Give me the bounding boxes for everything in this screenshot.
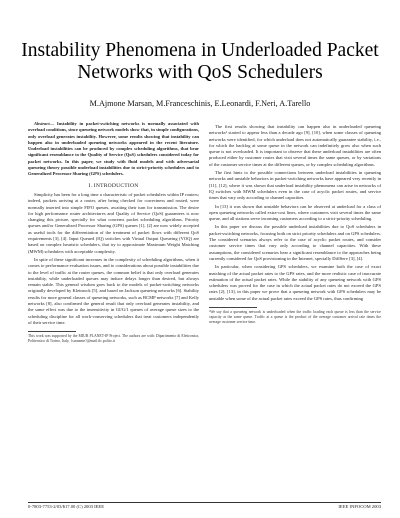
left-column bbox=[28, 121, 199, 344]
footnote-rule bbox=[28, 331, 76, 332]
funding-footnote: This work was supported by the MIUR PLANET-IP Project. The authors are with: Dipartimento di Elettronica, Politecnico di Torino, Italy, {surname}@mail.tlc.polito.it bbox=[28, 334, 199, 344]
underload-footnote: ¹We say that a queueing network is underloaded when the traffic loading each queue is less than the service capacity at the same queue. Traffic at a queue is the product of the average customer arrival rate times the average customer service time. bbox=[209, 310, 381, 325]
paper-title-line-1: Instability Phenomena in Underloaded Packet bbox=[21, 40, 379, 61]
right-column bbox=[209, 124, 381, 325]
body-paragraph: In this paper we discuss the possible underload instabilities due to QoS schedulers in packet-switching networks, focusing both on strict priority schedulers and on GPS schedulers. The considered scenarios always refer to the case of acyclic packet routes, and consider customer service times that vary only according to channel capacities. With these assumptions, the considered scenarios bear a significant resemblance to the approaches being currently considered for QoS provisioning in the Internet, specially DiffServ [3], [4]. bbox=[209, 224, 381, 261]
copyright-line: 0-7803-7753-2/03/$17.00 (C) 2003 IEEE bbox=[28, 504, 105, 509]
abstract-text: — Instability in packet-switching networks is normally associated with overload conditions, since queueing network models show that, in simple configurations, only overload generates instability. However, some results showing that instability can happen also in underloaded queueing networks appeared in the recent literature. Underload instabilities can be produced by complex scheduling algorithms, that bear significant resemblance to the Quality of Service (QoS) schedulers considered today for packet networks. In this paper, we study with fluid models and with adversarial queueing theory possible underload instabilities due to strict-priority schedulers and to Generalized Processor Sharing (GPS) schedulers. bbox=[28, 121, 199, 177]
intro-paragraph: Simplicity has been for a long time a characteristic of packet schedulers within IP routers; indeed, packets arriving at a router, after being checked for correctness and routed, were normally inserted into simple FIFO queues, awaiting their turn for transmission. The desire for high performance router architectures and Quality of Service (QoS) guarantees is now changing this picture, specially for what concerns packet scheduling algorithms. Priority queues and/or Generalized Processor Sharing (GPS) queues [1], [2] are now widely accepted as useful tools for the differentiation of the treatment of packet flows with different QoS requirements [3], [4]. Input Queued (IQ) switches with Virtual Output Queueing (VOQ) are based on complex heuristic schedulers, that try to approximate Maximum Weight Matching (MWM) schedulers with acceptable complexity. bbox=[28, 191, 199, 254]
conference-name: IEEE INFOCOM 2003 bbox=[338, 504, 381, 509]
footer-rule bbox=[28, 502, 381, 503]
body-paragraph: In [13] it was shown that unstable behaviors can be observed at underload for a class of open queueing networks called extra-cost lines, where customers visit several times the same queue, and all stations serve incoming customers according to a strict-priority scheduling. bbox=[209, 203, 381, 222]
author-list: M.Ajmone Marsan, M.Franceschinis, E.Leonardi, F.Neri, A.Tarello bbox=[89, 99, 311, 108]
footnote-rule bbox=[209, 307, 257, 308]
section-heading-introduction: I. INTRODUCTION bbox=[88, 182, 139, 189]
body-paragraph: In particular, when considering GPS schedulers, we examine both the case of exact matching of the actual packet rates to the GPS rates, and the more realistic case of inaccurate estimation of the actual packet rates. While the stability of any queueing network with GPS schedulers was proved for the case in which the actual packet rates do not exceed the GPS rates [2], [13], in this paper we prove that a queueing network with GPS schedulers may be unstable when some of the actual packet rates exceed the GPS rates, thus confirming bbox=[209, 264, 381, 301]
body-paragraph: The first results showing that instability can happen also in underloaded queueing networks¹ started to appear less than a decade ago [9], [10], when some classes of queueing networks were identified, for which underload does not automatically guarantee stability, i.e., for which the backlog at some queue in the network can indefinitely grow also when such queue is not overloaded. It is important to observe that these underload instabilities are often produced either by customer routes that visit several times the same queues, or by variations of the customer service times at the different queues, or by complex scheduling algorithms. bbox=[209, 124, 381, 167]
abstract-label: Abstract bbox=[34, 121, 50, 126]
body-paragraph: The first hints to the possible connections between underload instabilities in queueing networks and unstable behaviors in packet-switching networks have appeared very recently in [11], [12], where it was shown that underload instability phenomena can arise in networks of IQ switches with MWM schedulers even in the case of acyclic packet routes, and service times that vary only according to channel capacities. bbox=[209, 170, 381, 201]
paper-title-line-2: Networks with QoS Schedulers bbox=[77, 62, 323, 83]
intro-paragraph: In spite of these significant increases in the complexity of scheduling algorithms, when it comes to performance evaluation issues, and to considerations about possible instabilities due to the level of traffic at the router queues, the common belief is that only overload generates instability, while underloaded queues may induce delays longer than desired, but always remain stable. This general wisdom goes back to the models of packet-switching networks originally developed by Kleinrock [5], and based on Jackson queueing networks [6]. Stability results for more general classes of queueing networks, such as BCMP networks [7] and Kelly networks [8], also confirmed the general result that only overload generates instability, and the same effect was due to the insensitivity in GI/G/1 queues of average queue sizes to the scheduling discipline for all work-conserving schedulers that treat customers independently of their service time. bbox=[28, 256, 199, 325]
abstract bbox=[28, 121, 199, 178]
